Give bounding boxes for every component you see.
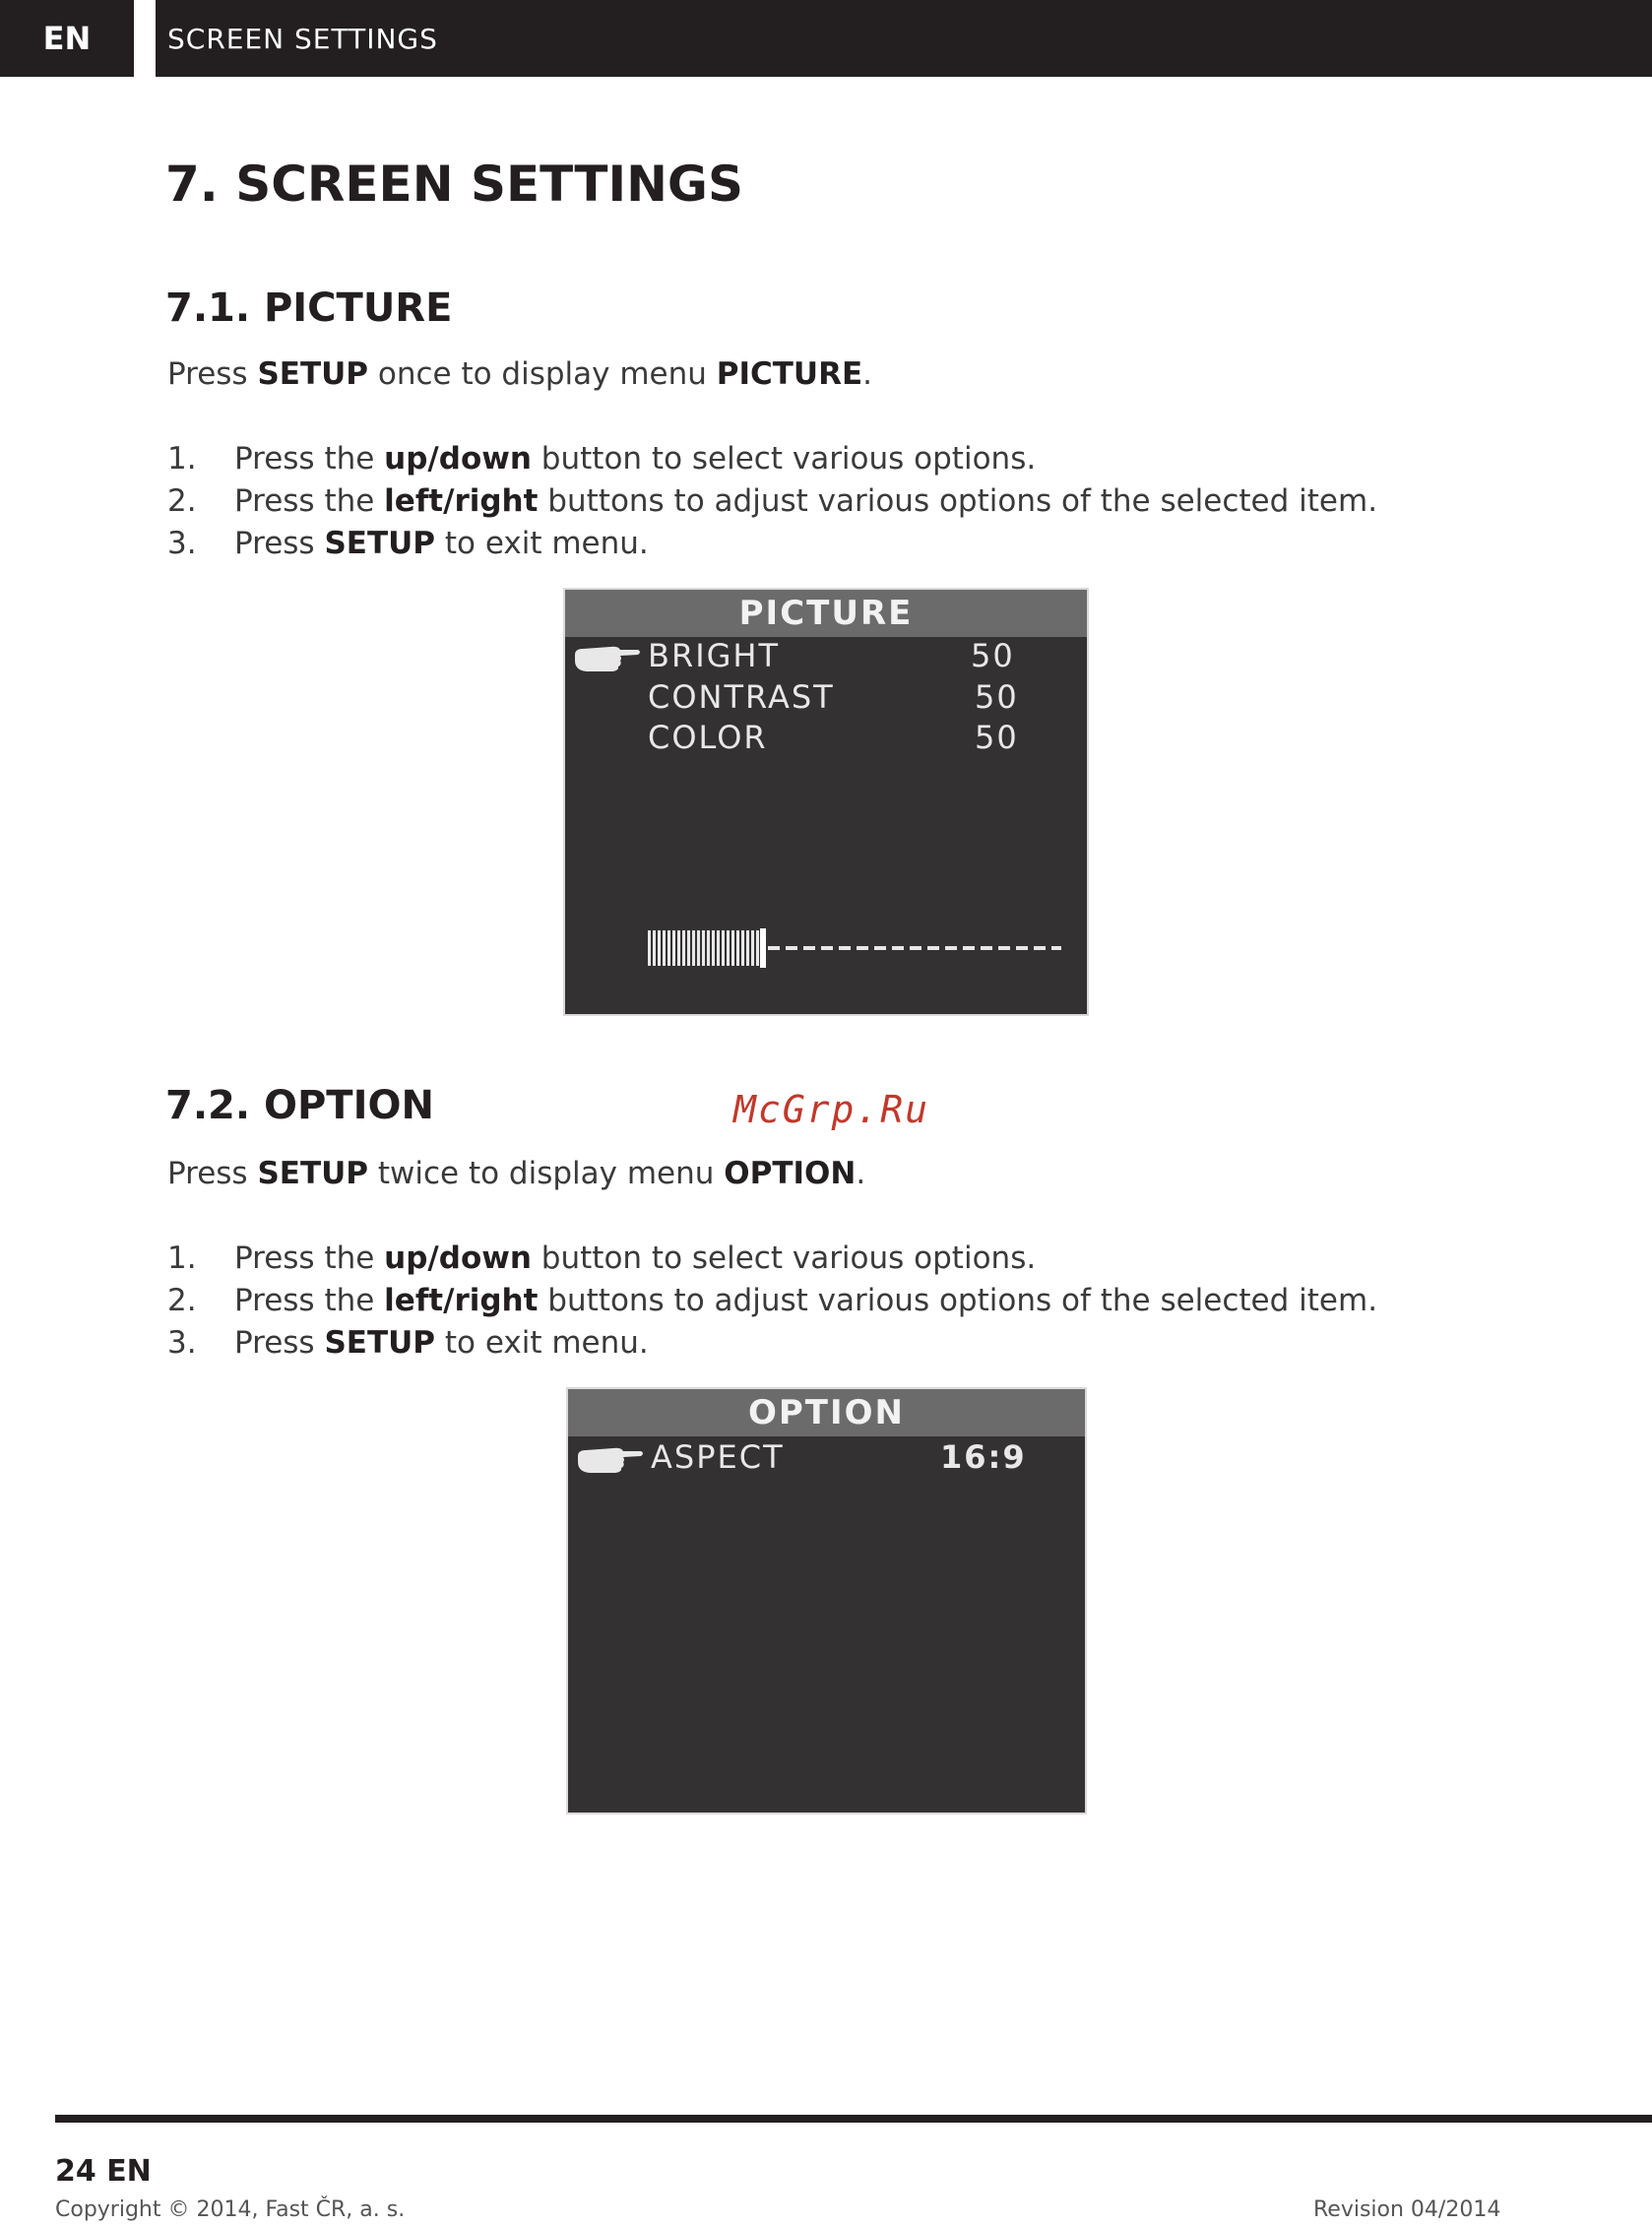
level-bar bbox=[648, 928, 1061, 968]
picture-heading: 7.1. PICTURE bbox=[165, 286, 453, 331]
picture-intro bbox=[167, 356, 872, 392]
step-number: 1. bbox=[167, 1240, 197, 1276]
intro-key: SETUP bbox=[257, 1156, 368, 1191]
option-heading: 7.2. OPTION bbox=[165, 1083, 434, 1128]
copyright: Copyright © 2014, Fast ČR, a. s. bbox=[55, 2197, 406, 2222]
osd-label: COLOR bbox=[648, 719, 768, 756]
step-item bbox=[167, 1240, 1377, 1283]
picture-steps bbox=[167, 441, 1377, 568]
osd-label: ASPECT bbox=[651, 1438, 785, 1476]
intro-menu: OPTION bbox=[724, 1156, 857, 1191]
step-number: 3. bbox=[167, 526, 197, 561]
watermark: McGrp.Ru bbox=[733, 1088, 930, 1131]
step-number: 1. bbox=[167, 441, 197, 477]
step-text: Press the up/down button to select various options. bbox=[234, 1240, 1037, 1276]
level-tick bbox=[746, 930, 749, 966]
osd-value: 16:9 bbox=[940, 1438, 1027, 1476]
level-knob bbox=[760, 928, 766, 968]
option-intro bbox=[167, 1156, 865, 1191]
level-tick bbox=[687, 930, 690, 966]
step-item bbox=[167, 441, 1377, 483]
level-tick bbox=[707, 930, 710, 966]
level-tick bbox=[717, 930, 720, 966]
step-number: 2. bbox=[167, 1283, 197, 1318]
level-tick bbox=[712, 930, 715, 966]
step-item bbox=[167, 1283, 1377, 1325]
option-steps bbox=[167, 1240, 1377, 1367]
osd-row-aspect bbox=[568, 1438, 1085, 1480]
step-item bbox=[167, 526, 1377, 568]
level-tick bbox=[692, 930, 695, 966]
level-tick bbox=[672, 930, 675, 966]
level-tick bbox=[648, 930, 651, 966]
level-tick bbox=[727, 930, 730, 966]
level-tick bbox=[663, 930, 666, 966]
level-tick bbox=[736, 930, 739, 966]
osd-label: BRIGHT bbox=[648, 637, 781, 674]
level-tick bbox=[658, 930, 661, 966]
language-tab: EN bbox=[0, 0, 134, 77]
osd-row-contrast bbox=[565, 678, 1087, 720]
level-tick bbox=[756, 930, 759, 966]
step-number: 3. bbox=[167, 1325, 197, 1361]
intro-text: twice to display menu bbox=[368, 1156, 725, 1191]
pointing-hand-icon bbox=[573, 641, 642, 674]
level-tick bbox=[702, 930, 705, 966]
osd-value: 50 bbox=[975, 719, 1019, 756]
osd-row-bright bbox=[565, 637, 1087, 678]
level-tick bbox=[697, 930, 700, 966]
page-number: 24 EN bbox=[55, 2154, 152, 2189]
level-tick bbox=[722, 930, 725, 966]
running-header bbox=[156, 0, 1652, 77]
step-text: Press SETUP to exit menu. bbox=[234, 1325, 649, 1361]
step-text: Press the left/right buttons to adjust various options of the selected item. bbox=[234, 483, 1378, 519]
osd-value: 50 bbox=[975, 678, 1019, 716]
step-item bbox=[167, 1325, 1377, 1367]
revision: Revision 04/2014 bbox=[1313, 2197, 1501, 2222]
osd-title: PICTURE bbox=[565, 590, 1087, 637]
section-title: 7. SCREEN SETTINGS bbox=[165, 156, 743, 213]
intro-text: . bbox=[862, 356, 872, 392]
intro-menu: PICTURE bbox=[716, 356, 863, 392]
level-tick bbox=[731, 930, 734, 966]
level-bar-filled bbox=[648, 930, 759, 966]
level-tick bbox=[751, 930, 754, 966]
intro-text: Press bbox=[167, 1156, 258, 1191]
picture-osd-screen bbox=[563, 588, 1089, 1016]
osd-label: CONTRAST bbox=[648, 678, 835, 716]
step-text: Press the left/right buttons to adjust various options of the selected item. bbox=[234, 1283, 1378, 1318]
level-tick bbox=[677, 930, 680, 966]
intro-text: Press bbox=[167, 356, 258, 392]
intro-key: SETUP bbox=[257, 356, 368, 392]
running-header-title: SCREEN SETTINGS bbox=[167, 22, 438, 55]
step-text: Press the up/down button to select various options. bbox=[234, 441, 1037, 477]
footer-rule bbox=[55, 2115, 1652, 2123]
osd-value: 50 bbox=[971, 637, 1015, 674]
level-tick bbox=[653, 930, 656, 966]
step-text: Press SETUP to exit menu. bbox=[234, 526, 649, 561]
option-osd-screen bbox=[566, 1387, 1087, 1814]
step-number: 2. bbox=[167, 483, 197, 519]
osd-title: OPTION bbox=[568, 1389, 1085, 1436]
intro-text: once to display menu bbox=[368, 356, 717, 392]
level-tick bbox=[667, 930, 670, 966]
intro-text: . bbox=[856, 1156, 866, 1191]
osd-row-color bbox=[565, 719, 1087, 760]
level-tick bbox=[741, 930, 744, 966]
step-item bbox=[167, 483, 1377, 526]
level-tick bbox=[682, 930, 685, 966]
pointing-hand-icon bbox=[576, 1442, 645, 1476]
